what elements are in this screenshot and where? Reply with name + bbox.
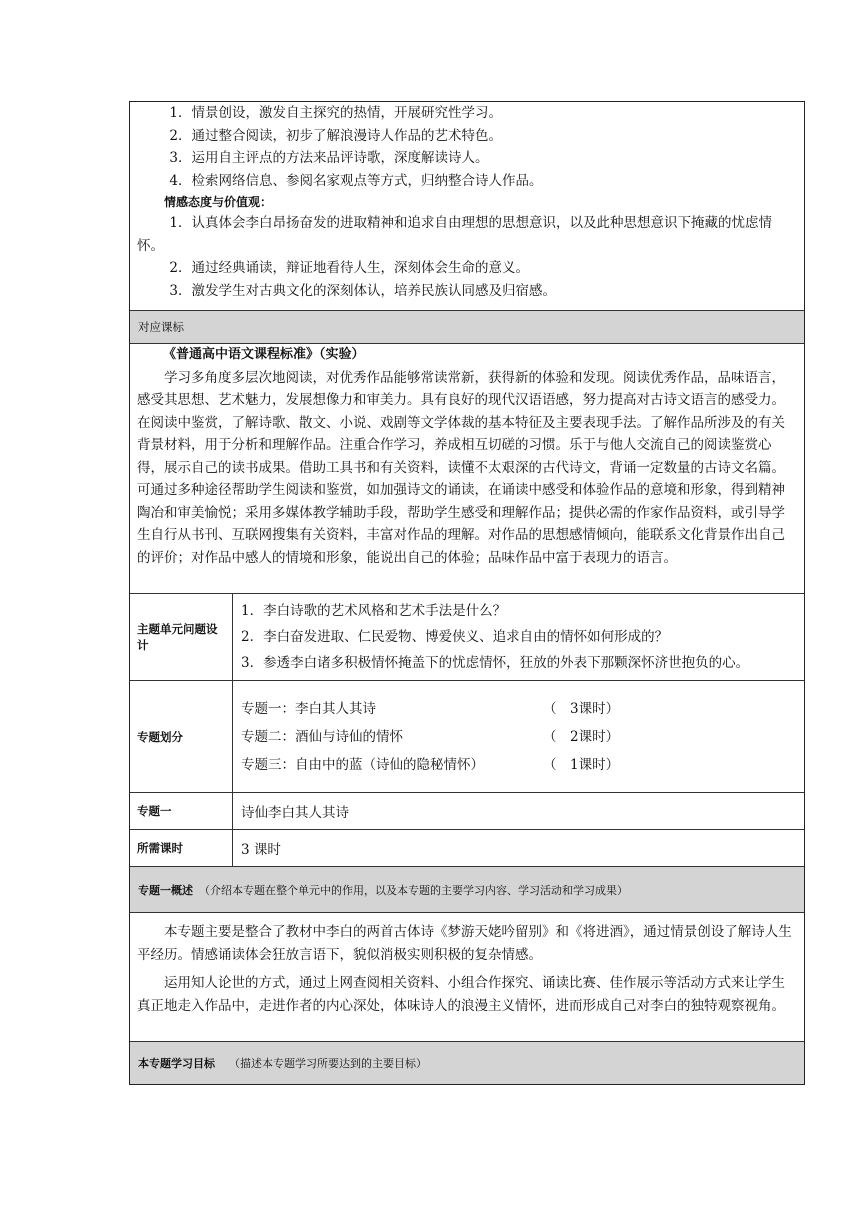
plan-item: [241, 695, 796, 723]
plan-topic: 专题一：李白其人其诗: [241, 701, 376, 717]
goal-item: 3．运用自主评点的方法来品评诗歌，深度解读诗人。: [169, 150, 489, 166]
plan-list: [233, 681, 804, 792]
goals-section: [130, 102, 804, 310]
plan-topic: 专题三：自由中的蓝（诗仙的隐秘情怀）: [241, 757, 484, 773]
plan-label: 专题划分: [130, 681, 233, 792]
questions-row: [130, 593, 804, 680]
topic1-label: 专题一: [130, 793, 233, 829]
lesson-plan-table: [129, 101, 805, 1085]
overview-paragraph: 运用知人论世的方式，通过上网查阅相关资料、小组合作探究、诵读比赛、佳作展示等活动方式来让学生真正地走入作品中，走进作者的内心深处，体味诗人的浪漫主义情怀，进而形成自己对李白的独特观察视角。: [137, 975, 785, 1014]
topic-goals-header: [130, 1041, 804, 1084]
overview-paragraph: 本专题主要是整合了教材中李白的两首古体诗《梦游天姥吟留别》和《将进酒》，通过情景创设了解诗人生平经历。情感诵读体会狂放言语下，貌似消极实则积极的复杂情感。: [137, 924, 792, 963]
emotion-item: 2．通过经典诵读，辩证地看待人生，深刻体会生命的意义。: [169, 260, 529, 276]
questions-list: [233, 594, 804, 680]
overview-section: [130, 912, 804, 1041]
goal-item: 4．检索网络信息、参阅名家观点等方式，归纳整合诗人作品。: [169, 172, 543, 189]
topic-goals-label: 本专题学习目标: [138, 1057, 215, 1070]
goal-item: 2．通过整合阅读，初步了解浪漫诗人作品的艺术特色。: [169, 127, 502, 144]
standards-section: [130, 343, 804, 593]
topic1-row: [130, 792, 804, 829]
overview-label: 专题一概述: [138, 883, 193, 897]
hours-value: 3 课时: [241, 842, 281, 858]
plan-item: [241, 751, 796, 779]
standards-header-label: 对应课标: [138, 320, 184, 334]
hours-label: 所需课时: [130, 830, 233, 866]
plan-item: [241, 723, 796, 751]
standards-header: [130, 310, 804, 343]
question-item: 3．参透李白诸多积极情怀掩盖下的忧虑情怀，狂放的外表下那颗深怀济世抱负的心。: [241, 655, 750, 671]
emotion-item: 1．认真体会李白昂扬奋发的进取精神和追求自由理想的思想意识，以及此种思想意识下掩藏的忧虑情怀。: [137, 215, 772, 254]
emotion-item: 3．激发学生对古典文化的深刻体认，培养民族认同感及归宿感。: [169, 282, 556, 299]
standards-title: 《普通高中语文课程标准》（实验）: [163, 347, 365, 362]
plan-row: [130, 680, 804, 792]
hours-row: [130, 829, 804, 866]
overview-header: [130, 866, 804, 912]
goal-item: 1．情景创设，激发自主探究的热情，开展研究性学习。: [169, 105, 502, 121]
emotion-heading: 情感态度与价值观：: [164, 195, 273, 209]
question-item: 1．李白诗歌的艺术风格和艺术手法是什么？: [241, 603, 507, 619]
topic-goals-note: （描述本专题学习所要达到的主要目标）: [229, 1057, 427, 1070]
standards-body: 学习多角度多层次地阅读，对优秀作品能够常读常新，获得新的体验和发现。阅读优秀作品，品味语言，感受其思想、艺术魅力，发展想像力和审美力。具有良好的现代汉语语感，努力提高对古诗文语言的感受力。在阅读中鉴赏，了解诗歌、散文、小说、戏剧等文学体裁的基本特征及主要表现手法。了解作品所涉及的有关背景材料，用于分析和理解作品。注重合作学习，养成相互切磋的习惯。乐于与他人交流自己的阅读鉴赏心得，展示自己的读书成果。借助工具书和有关资料，读懂不太艰深的古代诗文，背诵一定数量的古诗文名篇。可通过多种途径帮助学生阅读和鉴赏，如加强诗文的诵读，在诵读中感受和体验作品的意境和形象，得到精神陶冶和审美愉悦；采用多媒体教学辅助手段，帮助学生感受和理解作品；提供必需的作家作品资料，或引导学生自行从书刊、互联网搜集有关资料，丰富对作品的理解。对作品的思想感情倾向，能联系文化背景作出自己的评价；对作品中感人的情境和形象，能说出自己的体验；品味作品中富于表现力的语言。: [137, 369, 785, 566]
overview-note: （介绍本专题在整个单元中的作用，以及本专题的主要学习内容、学习活动和学习成果）: [199, 883, 628, 897]
plan-topic: 专题二：酒仙与诗仙的情怀: [241, 729, 403, 745]
topic1-value: 诗仙李白其人其诗: [241, 805, 349, 821]
plan-hours: （ 2课时）: [543, 729, 620, 745]
plan-hours: （ 1课时）: [543, 757, 620, 773]
plan-hours: （ 3课时）: [543, 701, 620, 717]
questions-label: 主题单元问题设计: [130, 594, 233, 680]
question-item: 2．李白奋发进取、仁民爱物、博爱侠义、追求自由的情怀如何形成的？: [241, 629, 669, 645]
